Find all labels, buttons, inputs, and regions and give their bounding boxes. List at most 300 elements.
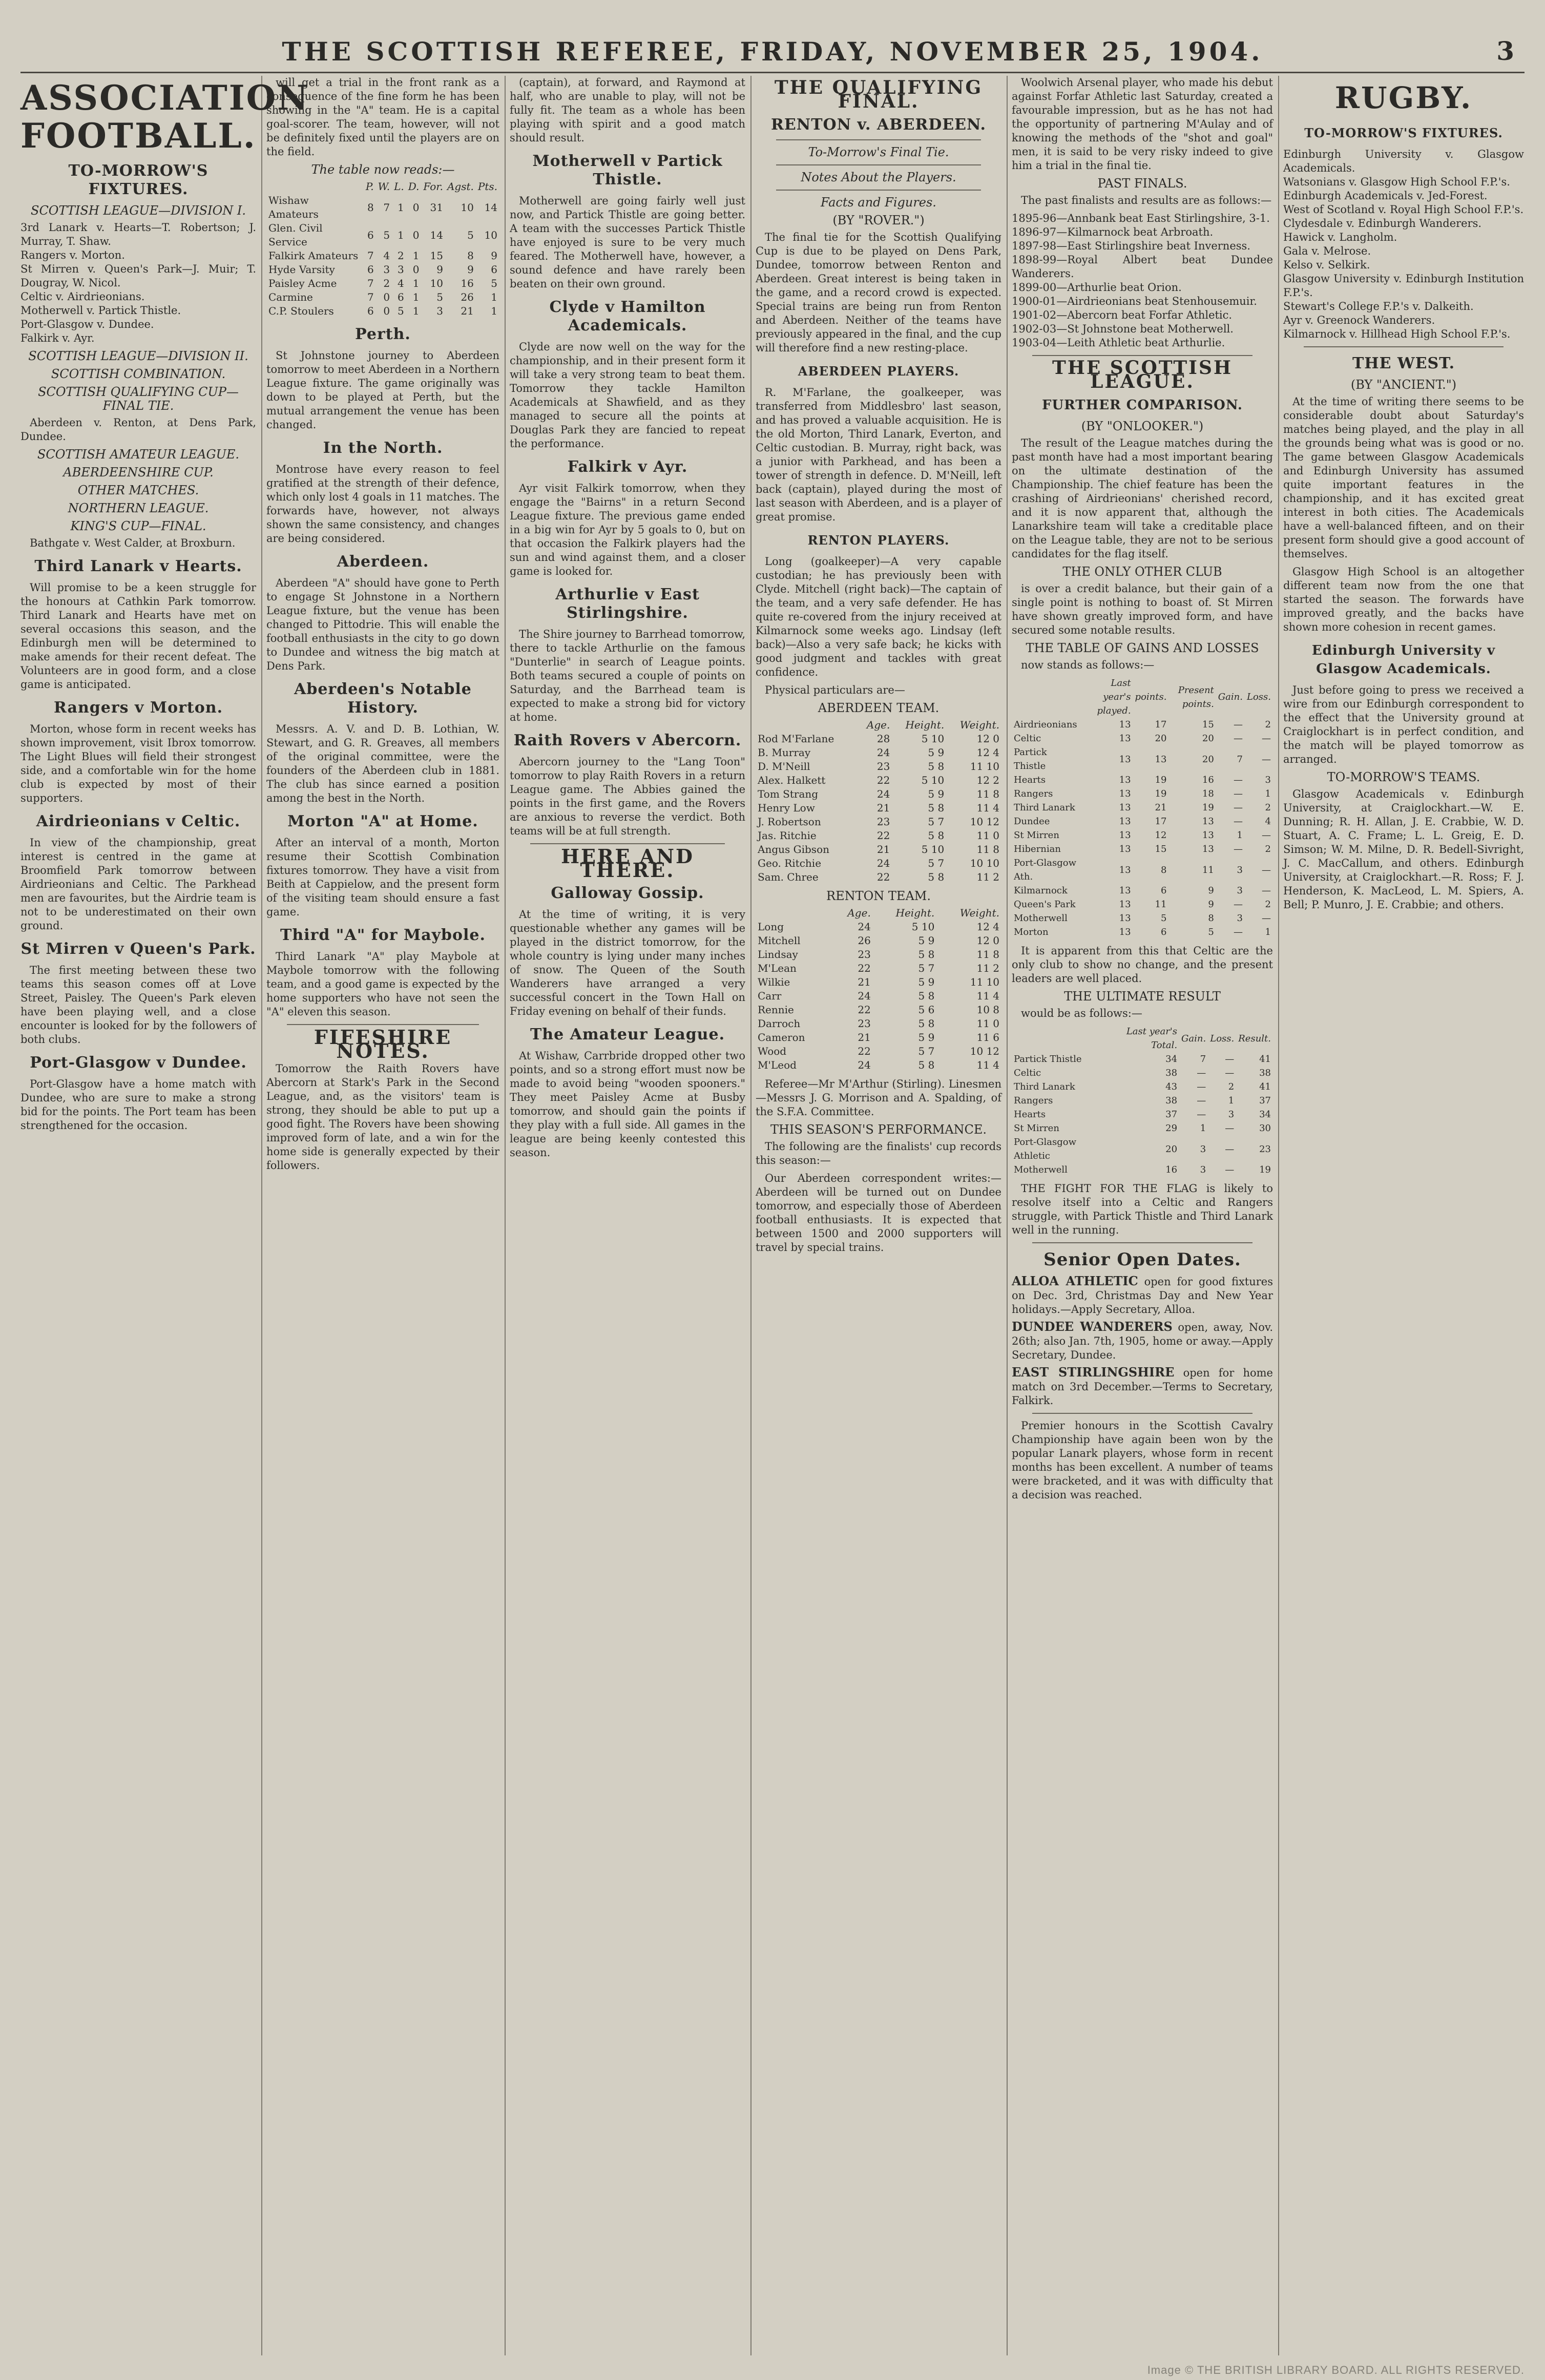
table-cell: Tom Strang: [758, 788, 819, 800]
fixture-item: Edinburgh University v. Glasgow Academicals.: [1283, 148, 1524, 174]
table-header: Height.: [895, 907, 935, 919]
advertisement: [1012, 1320, 1273, 1362]
article-text: The final tie for the Scottish Qualifying Cup is due to be played on Dens Park, Dundee, tomorrow between Renton and Aberdeen. Great interest is being taken in the game, and a record crowd is expected. Special trains are being run from Renton and Aberdeen. Neither of the teams have previously appeared in the final, and the cup will therefore find a new resting-place.: [756, 231, 1001, 354]
table-cell: 11 8: [976, 843, 999, 855]
teams-heading: TO-MORROW'S TEAMS.: [1327, 770, 1480, 784]
table-cell: 34: [1165, 1054, 1178, 1064]
table-row: [756, 962, 1001, 975]
table-cell: 6: [367, 305, 374, 317]
table-header-row: [266, 180, 499, 194]
fixture-item: Clydesdale v. Edinburgh Wanderers.: [1283, 217, 1482, 229]
renton-team-table: [756, 906, 1001, 1072]
table-cell: 23: [876, 816, 890, 828]
article-heading: Falkirk v Ayr.: [567, 458, 688, 476]
fixture-item: Rangers v. Morton.: [20, 249, 125, 261]
table-cell: 5 10: [921, 843, 945, 855]
ad-text: open, away, Nov. 26th; also Jan. 7th, 1905, home or away.—Apply Secretary, Dundee.: [1012, 1321, 1273, 1361]
combination-heading: SCOTTISH COMBINATION.: [51, 367, 226, 381]
table-cell: 10 8: [976, 1004, 999, 1016]
article-text: The following are the finalists' cup records this season:—: [756, 1140, 1001, 1166]
article-heading: Aberdeen's Notable History.: [294, 680, 472, 717]
byline: (BY "ANCIENT."): [1350, 378, 1457, 392]
article-heading: Airdrieonians v Celtic.: [36, 812, 241, 830]
table-row: [756, 801, 1001, 815]
table-row: [1012, 745, 1273, 773]
rugby-fixtures-list: [1283, 148, 1524, 341]
article-text: Ayr visit Falkirk tomorrow, when they engage the "Bairns" in a return Second League fixture. The previous game ended in a big win for Ayr by 5 goals to 0, but on that occasion the Falkirk players had the sun and wind against them, and a closer game is looked for.: [510, 482, 745, 577]
table-cell: Port-Glasgow Ath.: [1014, 858, 1077, 882]
table-cell: Rangers: [1014, 788, 1053, 799]
table-cell: 5 6: [918, 1004, 935, 1016]
table-row: [1012, 732, 1273, 745]
rugby-heading: RUGBY.: [1334, 80, 1473, 115]
table-cell: Celtic: [1014, 733, 1041, 744]
table-cell: 15: [430, 249, 443, 262]
table-cell: C.P. Stoulers: [268, 305, 334, 317]
table-cell: 1: [398, 201, 404, 214]
table-heading: The table now reads:—: [311, 162, 455, 177]
table-row: [756, 1003, 1001, 1017]
table-cell: 13: [1119, 913, 1131, 924]
article-text: Glasgow Academicals v. Edinburgh University, at Craiglockhart.—W. E. Dunning; R. H. Allan, J. E. Crabbie, W. D. Stuart, A. C. Frame; L. L. Greig, E. D. Simson; W. M. Milne, D. R. Bedell-Sivright, J. C. MacCallum, and others. Edinburgh University, at Craiglockhart.—R. Ross; F. J. Henderson, K. MacLeod, L. M. Spiers, A. Bell; P. Munro, J. E. Crabbie; and others.: [1283, 788, 1524, 911]
table-cell: 13: [1119, 864, 1131, 875]
table-cell: 13: [1119, 885, 1131, 896]
article-text: would be as follows:—: [1021, 1007, 1142, 1019]
table-cell: 37: [1165, 1109, 1178, 1120]
table-header: Loss.: [1210, 1033, 1235, 1044]
table-cell: 0: [412, 228, 420, 241]
table-cell: 11 4: [976, 802, 999, 814]
northern-league-heading: NORTHERN LEAGUE.: [68, 501, 209, 515]
article-text: Woolwich Arsenal player, who made his debut against Forfar Athletic last Saturday, created a favourable impression, but as he has not had the opportunity of partnering M'Aulay and of knowing the methods of the "shot and goal" men, it is said to be very risky indeed to give him a trial in the final tie.: [1012, 76, 1273, 172]
table-cell: —: [1233, 802, 1243, 813]
fixture-item: Falkirk v. Ayr.: [20, 332, 95, 344]
ad-text: open for home match on 3rd December.—Terms to Secretary, Falkirk.: [1012, 1367, 1273, 1407]
table-cell: 24: [876, 788, 890, 800]
table-cell: Angus Gibson: [758, 843, 829, 855]
table-cell: 17: [1155, 816, 1167, 827]
table-cell: Darroch: [758, 1017, 801, 1030]
table-cell: 15: [1202, 719, 1214, 730]
past-final-item: 1896-97—Kilmarnock beat Arbroath.: [1012, 226, 1214, 238]
table-cell: 23: [1259, 1143, 1271, 1155]
subheading: To-Morrow's Final Tie.: [808, 145, 949, 159]
article-heading: St Mirren v Queen's Park.: [20, 940, 256, 958]
table-cell: 1: [412, 291, 420, 303]
table-header: Weight.: [959, 907, 999, 919]
aberdeen-team-table: [756, 718, 1001, 884]
article-text: Physical particulars are—: [765, 684, 905, 696]
column-5: [1012, 76, 1273, 2355]
column-3: [510, 76, 745, 2355]
table-cell: Geo. Ritchie: [758, 857, 822, 869]
table-cell: 22: [858, 962, 871, 974]
table-cell: —: [1233, 844, 1243, 854]
table-cell: Hearts: [1014, 775, 1046, 785]
table-row: [756, 1045, 1001, 1058]
fixture-item: Kilmarnock v. Hillhead High School F.P.'s.: [1283, 328, 1511, 340]
table-cell: 22: [858, 1004, 871, 1016]
article-text: R. M'Farlane, the goalkeeper, was transferred from Middlesbro' last season, and has proved a valuable acquisition. He is the old Morton, Third Lanark, Everton, and Celtic custodian. B. Murray, right back, was a junior with Parkhead, and has been a tower of strength in defence. D. M'Neill, left back (captain), played during the most of last season with Aberdeen, and is a player of great promise.: [756, 386, 1001, 523]
fixture-item: Gala v. Melrose.: [1283, 245, 1371, 257]
table-cell: 26: [858, 934, 871, 947]
table-cell: 1: [1237, 830, 1243, 841]
table-cell: 24: [876, 746, 890, 759]
table-row: [266, 304, 499, 318]
fixture-item: Motherwell v. Partick Thistle.: [20, 304, 181, 317]
table-cell: 4: [398, 277, 404, 289]
table-row: [1012, 1052, 1273, 1066]
table-cell: 12 4: [976, 921, 999, 933]
table-cell: 7: [367, 291, 374, 303]
fixture-item: 3rd Lanark v. Hearts—T. Robertson; J. Murray, T. Shaw.: [20, 221, 256, 247]
table-cell: —: [1233, 816, 1243, 827]
table-cell: 13: [1119, 927, 1131, 937]
table-cell: 2: [1265, 899, 1271, 910]
table-cell: Alex. Halkett: [758, 774, 826, 786]
table-header: Height.: [905, 719, 945, 731]
table-cell: —: [1225, 1054, 1235, 1064]
fixture-item: Glasgow University v. Edinburgh Institution F.P.'s.: [1283, 273, 1524, 299]
table-cell: 6: [367, 263, 374, 276]
table-cell: —: [1233, 788, 1243, 799]
article-text: is over a credit balance, but their gain of a single point is nothing to boast of. St Mirren have shown greatly improved form, and have secured some notable results.: [1012, 582, 1273, 636]
table-cell: 6: [491, 263, 497, 276]
table-header: Gain.: [1218, 692, 1243, 702]
past-final-item: 1903-04—Leith Athletic beat Arthurlie.: [1012, 337, 1225, 349]
column-6: [1283, 76, 1524, 2355]
table-cell: Rennie: [758, 1004, 794, 1016]
advertisement: [1012, 1365, 1273, 1408]
table-row: [756, 829, 1001, 843]
table-row: [1012, 1094, 1273, 1108]
fixtures-list: [20, 221, 256, 345]
column-rule: [505, 76, 506, 2355]
table-cell: 9: [1208, 899, 1214, 910]
table-header: Pts.: [477, 180, 497, 193]
article-text: Aberdeen "A" should have gone to Perth to engage St Johnstone in a Northern League fixture, but the venue has been changed to Pittodrie. This will enable the football enthusiasts in the city to go down to Dundee and witness the big match at Dens Park.: [266, 577, 499, 672]
table-cell: 2: [383, 277, 390, 289]
table-cell: 8: [467, 249, 474, 262]
table-cell: 5 8: [918, 1017, 935, 1030]
table-cell: 5: [436, 291, 443, 303]
ad-lead: ALLOA ATHLETIC: [1012, 1273, 1138, 1288]
table-cell: 5 9: [918, 1031, 935, 1043]
article-text: Just before going to press we received a wire from our Edinburgh correspondent to the effect that the University ground at Craiglockhart is in perfect condition, and the match will be played tomorrow as arranged.: [1283, 684, 1524, 765]
table-cell: 22: [876, 829, 890, 842]
table-header: Age.: [866, 719, 890, 731]
table-row: [756, 934, 1001, 948]
table-cell: Wilkie: [758, 976, 790, 988]
table-cell: 5 8: [918, 948, 935, 961]
fixture-item: Ayr v. Greenock Wanderers.: [1283, 314, 1435, 326]
table-cell: 10 10: [970, 857, 999, 869]
table-cell: 19: [1202, 802, 1214, 813]
table-cell: 16: [1165, 1164, 1178, 1175]
table-cell: Carr: [758, 990, 782, 1002]
article-heading: Clyde v Hamilton Academicals.: [549, 298, 706, 335]
table-cell: 5 9: [918, 934, 935, 947]
table-cell: 1: [1200, 1123, 1206, 1134]
table-cell: 10 12: [970, 1045, 999, 1057]
table-cell: 12 0: [976, 934, 999, 947]
table-cell: 1: [1265, 927, 1271, 937]
past-final-item: 1899-00—Arthurlie beat Orion.: [1012, 281, 1182, 294]
table-row: [756, 870, 1001, 884]
table-heading: ABERDEEN TEAM.: [818, 701, 939, 715]
table-cell: 5 9: [928, 746, 945, 759]
table-cell: 13: [1119, 733, 1131, 744]
match-heading: RENTON v. ABERDEEN.: [771, 116, 986, 134]
table-cell: —: [1225, 1123, 1235, 1134]
table-cell: Paisley Acme: [268, 277, 337, 289]
fixture-item: Kelso v. Selkirk.: [1283, 259, 1370, 271]
article-text: Tomorrow the Raith Rovers have Abercorn at Stark's Park in the Second League, and, as the visitors' team is strong, they should be able to put up a good fight. The Rovers have been showing improved form of late, and a win for the home side is generally expected by their followers.: [266, 1062, 499, 1172]
article-text: St Johnstone journey to Aberdeen tomorrow to meet Aberdeen in a Northern League fixture. The game originally was down to be played at Perth, but the mutual arrangement the venue has been changed.: [266, 349, 499, 431]
table-cell: Cameron: [758, 1031, 805, 1043]
table-cell: Hearts: [1014, 1109, 1046, 1120]
ad-text: open for good fixtures on Dec. 3rd, Christmas Day and New Year holidays.—Apply Secretary, Alloa.: [1012, 1276, 1273, 1316]
west-heading: THE WEST.: [1352, 354, 1455, 372]
past-finals-list: [1012, 212, 1273, 350]
article-text: Our Aberdeen correspondent writes:—Aberdeen will be turned out on Dundee tomorrow, and especially those of Aberdeen football enthusiasts. It is expected that between 1500 and 2000 supporters will travel by special trains.: [756, 1172, 1001, 1254]
table-cell: 5 10: [921, 733, 945, 745]
table-cell: 13: [1202, 844, 1214, 854]
table-cell: 8: [1208, 913, 1214, 924]
table-heading: THE ULTIMATE RESULT: [1064, 989, 1221, 1004]
table-cell: Dundee: [1014, 816, 1050, 827]
table-cell: 12 2: [976, 774, 999, 786]
table-cell: 23: [876, 760, 890, 773]
past-final-item: 1897-98—East Stirlingshire beat Inverness.: [1012, 240, 1250, 252]
subheading: THE ONLY OTHER CLUB: [1062, 565, 1222, 579]
table-cell: Long: [758, 921, 784, 933]
article-text: Referee—Mr M'Arthur (Stirling). Linesmen—Messrs J. G. Morrison and A. Spalding, of the S.F.A. Committee.: [756, 1078, 1001, 1118]
table-cell: 1: [491, 305, 497, 317]
table-cell: 28: [876, 733, 890, 745]
table-cell: Hyde Varsity: [268, 263, 335, 276]
column-rule: [750, 76, 751, 2355]
table-row: [266, 194, 499, 221]
table-cell: 13: [1202, 816, 1214, 827]
table-cell: —: [1197, 1109, 1206, 1120]
article-heading: The Amateur League.: [530, 1026, 725, 1043]
table-row: [1012, 801, 1273, 815]
table-cell: —: [1225, 1164, 1235, 1175]
past-final-item: 1900-01—Airdrieonians beat Stenhousemuir.: [1012, 295, 1257, 307]
table-cell: 0: [383, 305, 390, 317]
table-cell: Celtic: [1014, 1068, 1041, 1078]
table-header: Agst.: [447, 180, 474, 193]
table-cell: Falkirk Amateurs: [268, 249, 359, 262]
table-cell: Airdrieonians: [1014, 719, 1077, 730]
league-div2-heading: SCOTTISH LEAGUE—DIVISION II.: [28, 349, 248, 363]
section-divider: [776, 139, 981, 140]
table-cell: 1: [412, 249, 420, 262]
table-cell: 21: [876, 843, 890, 855]
table-cell: 3: [1200, 1143, 1206, 1155]
table-row: [1012, 815, 1273, 828]
aberdeenshire-cup-heading: ABERDEENSHIRE CUP.: [63, 465, 214, 479]
table-header: Age.: [847, 907, 871, 919]
table-cell: 13: [1155, 754, 1167, 765]
subheading: Facts and Figures.: [821, 195, 936, 210]
table-cell: 20: [1202, 733, 1214, 744]
table-cell: 11: [1202, 864, 1214, 875]
table-cell: 11 4: [976, 1059, 999, 1071]
table-header-row: [756, 718, 1001, 732]
fixture-item: Watsonians v. Glasgow High School F.P.'s.: [1283, 176, 1510, 188]
table-cell: Rangers: [1014, 1095, 1053, 1106]
past-final-item: 1898-99—Royal Albert beat Dundee Wanderers.: [1012, 254, 1273, 280]
table-cell: 9: [436, 263, 443, 276]
table-cell: Kilmarnock: [1014, 885, 1068, 896]
table-cell: 13: [1119, 802, 1131, 813]
table-header: Result.: [1238, 1033, 1271, 1044]
table-cell: J. Robertson: [758, 816, 821, 828]
table-cell: 7: [367, 277, 374, 289]
table-cell: Wood: [758, 1045, 787, 1057]
table-cell: 16: [461, 277, 474, 289]
column-rule: [1007, 76, 1008, 2355]
section-divider: [776, 190, 981, 191]
table-cell: 12: [1155, 830, 1167, 841]
table-cell: 30: [1259, 1123, 1271, 1134]
table-header: points.: [1135, 692, 1167, 702]
table-row: [1012, 1135, 1273, 1163]
article-heading: Perth.: [355, 325, 411, 343]
table-cell: 24: [876, 857, 890, 869]
article-text: Premier honours in the Scottish Cavalry Championship have again been won by the popular Lanark players, whose form in recent months has been excellent. A number of teams were bracketed, and it was with difficulty that a decision was reached.: [1012, 1419, 1273, 1501]
table-cell: 21: [858, 1031, 871, 1043]
table-cell: 4: [1265, 816, 1271, 827]
table-cell: 11 10: [970, 976, 999, 988]
table-row: [756, 920, 1001, 934]
table-header: [1012, 1025, 1107, 1052]
table-row: [266, 263, 499, 277]
table-header: [756, 718, 858, 732]
table-cell: 4: [383, 249, 390, 262]
article-text: Motherwell are going fairly well just now, and Partick Thistle are going better. A team with the successes Partick Thistle have enjoyed is sure to be very much feared. The Motherwell have, however, a sound defence and have rarely been beaten on their own ground.: [510, 195, 745, 290]
table-cell: 21: [876, 802, 890, 814]
article-heading: Morton "A" at Home.: [287, 812, 478, 830]
fixture-item: Port-Glasgow v. Dundee.: [20, 318, 154, 330]
table-cell: —: [1262, 754, 1271, 765]
table-cell: 21: [858, 976, 871, 988]
table-header: Gain.: [1181, 1033, 1206, 1044]
table-cell: 13: [1119, 899, 1131, 910]
table-cell: 22: [858, 1045, 871, 1057]
table-cell: 6: [1161, 885, 1167, 896]
table-cell: 7: [383, 201, 390, 214]
table-header: For.: [423, 180, 443, 193]
table-cell: 6: [398, 291, 404, 303]
table-cell: 9: [1208, 885, 1214, 896]
table-cell: —: [1233, 775, 1243, 785]
table-cell: 13: [1119, 816, 1131, 827]
table-row: [756, 989, 1001, 1003]
table-row: [756, 1031, 1001, 1045]
table-cell: Third Lanark: [1014, 802, 1075, 813]
table-cell: 2: [1265, 844, 1271, 854]
table-row: [756, 760, 1001, 774]
kings-cup-heading: KING'S CUP—FINAL.: [70, 519, 206, 533]
table-cell: 0: [412, 263, 420, 276]
table-header-row: [1012, 676, 1273, 718]
byline: (BY "ROVER."): [832, 213, 925, 227]
article-text: Montrose have every reason to feel gratified at the strength of their defence, which only lost 4 goals in 11 matches. The forwards have, however, not always shown the same consistency, and changes are being considered.: [266, 463, 499, 545]
table-cell: 10: [484, 228, 497, 241]
table-cell: 1: [491, 291, 497, 303]
table-row: [1012, 787, 1273, 801]
article-text: The Shire journey to Barrhead tomorrow, there to tackle Arthurlie on the famous "Dunterlie" in search of League points. Both teams secured a couple of points on Saturday, and the Barrhead team is expected to make a strong bid for victory at home.: [510, 628, 745, 723]
table-row: [1012, 1066, 1273, 1080]
table-cell: Lindsay: [758, 948, 798, 961]
table-cell: —: [1225, 1068, 1235, 1078]
table-header: Last year's played.: [1097, 678, 1131, 716]
table-header-row: [1012, 1025, 1273, 1052]
table-cell: 5 7: [918, 1045, 935, 1057]
table-cell: 11 6: [976, 1031, 999, 1043]
past-finals-heading: PAST FINALS.: [1097, 176, 1187, 191]
table-cell: 13: [1202, 830, 1214, 841]
article-text: THE FIGHT FOR THE FLAG is likely to resolve itself into a Celtic and Rangers struggle, with Partick Thistle and Third Lanark well in the running.: [1012, 1182, 1273, 1236]
table-cell: 26: [461, 291, 474, 303]
table-header: W.: [378, 180, 390, 193]
section-divider: [776, 164, 981, 165]
table-row: [1012, 718, 1273, 732]
table-cell: 11 8: [976, 948, 999, 961]
table-cell: —: [1225, 1143, 1235, 1155]
fixture-item: Stewart's College F.P.'s v. Dalkeith.: [1283, 300, 1474, 312]
column-4: [756, 76, 1001, 2355]
table-cell: 20: [1155, 733, 1167, 744]
table-cell: 31: [430, 201, 443, 214]
table-cell: 5 8: [928, 802, 945, 814]
table-cell: 13: [1119, 754, 1131, 765]
table-cell: 2: [1265, 719, 1271, 730]
image-credit: Image © THE BRITISH LIBRARY BOARD. ALL RIGHTS RESERVED.: [1147, 2364, 1525, 2376]
article-text: now stands as follows:—: [1021, 659, 1155, 671]
table-cell: Hibernian: [1014, 844, 1061, 854]
fixture-item: St Mirren v. Queen's Park—J. Muir; T. Dougray, W. Nicol.: [20, 263, 256, 289]
table-cell: 0: [412, 201, 420, 214]
table-header: [756, 906, 832, 920]
table-header: [1012, 676, 1083, 718]
table-header: P.: [365, 180, 374, 193]
article-heading: RENTON PLAYERS.: [807, 533, 950, 548]
association-football-heading: ASSOCIATION FOOTBALL.: [20, 78, 310, 156]
table-cell: 5: [1161, 913, 1167, 924]
article-text: (captain), at forward, and Raymond at half, who are unable to play, will not be fully fit. The team as a whole has been playing with spirit and a good match should result.: [510, 76, 745, 144]
table-cell: 5 8: [918, 990, 935, 1002]
article-text: Messrs. A. V. and D. B. Lothian, W. Stewart, and G. R. Greaves, all members of the original committee, were the founders of the Aberdeen club in 1881. The club has since earned a position among the best in the North.: [266, 723, 499, 804]
table-cell: 5: [467, 228, 474, 241]
table-cell: D. M'Neill: [758, 760, 810, 773]
table-cell: 12 4: [976, 746, 999, 759]
article-text: Long (goalkeeper)—A very capable custodian; he has previously been with Clyde. Mitchell (right back)—The captain of the team, and a very safe defender. He has quite re-covered from the injury received at Kilmarnock some weeks ago. Lindsay (left back)—Also a very safe back; he kicks with good judgment and tackles with great confidence.: [756, 555, 1001, 678]
table-cell: Rod M'Farlane: [758, 733, 834, 745]
qualifying-final-heading: THE QUALIFYING FINAL.: [774, 77, 983, 112]
column-2: [266, 76, 499, 2355]
table-row: [1012, 925, 1273, 939]
table-cell: 5: [398, 305, 404, 317]
table-cell: 5 9: [918, 976, 935, 988]
table-cell: 3: [383, 263, 390, 276]
section-divider: [1032, 355, 1252, 356]
table-row: [1012, 1108, 1273, 1121]
table-cell: Motherwell: [1014, 1164, 1068, 1175]
